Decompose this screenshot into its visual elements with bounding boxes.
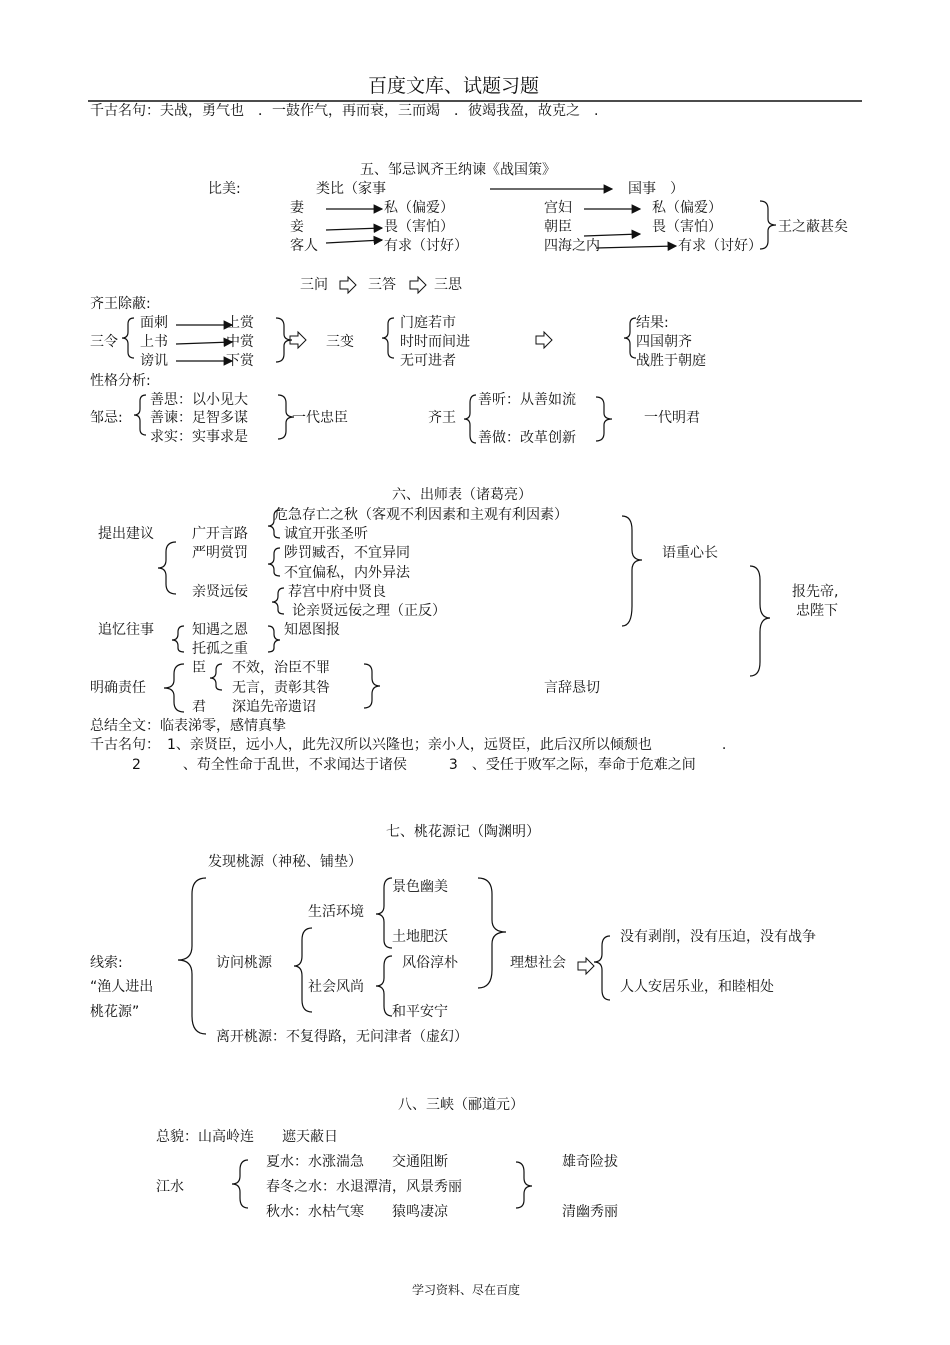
brace-left <box>210 664 222 690</box>
san-si: 三思 <box>434 277 462 293</box>
tichu-label: 提出建议 <box>98 526 154 542</box>
jun-label: 君 <box>192 699 206 715</box>
hollow-arrow <box>578 958 594 974</box>
shf-item: 和平安宁 <box>392 1004 448 1020</box>
gk-item: 诚宜开张圣听 <box>284 526 368 542</box>
ling-item: 面刺 <box>140 315 168 331</box>
brace-left <box>164 664 184 712</box>
sh-item: 景色幽美 <box>392 879 448 895</box>
brace-left <box>624 318 636 358</box>
ling-item: 谤讥 <box>140 353 168 369</box>
section7-title: 七、桃花源记（陶渊明） <box>386 824 540 840</box>
jieguo-label: 结果: <box>636 315 669 331</box>
arrow-line <box>326 228 382 230</box>
hollow-arrow <box>536 332 552 348</box>
faxian-label: 发现桃源（神秘、铺垫） <box>208 854 362 870</box>
shenghuo-label: 生活环境 <box>308 904 364 920</box>
hollow-arrow <box>340 277 356 293</box>
right-result: 畏（害怕） <box>652 219 722 235</box>
jiang-item: 秋水：水枯气寒 猿鸣凄凉 <box>266 1204 448 1220</box>
xingge-label: 性格分析: <box>90 373 151 389</box>
qx-item: 荐宫中府中贤良 <box>288 584 386 600</box>
bian-item: 门庭若市 <box>400 315 456 331</box>
shang-item: 上赏 <box>226 315 254 331</box>
qiwang-label: 齐王 <box>428 410 456 426</box>
zhuiyi-label: 追忆往事 <box>98 622 154 638</box>
brace-left <box>268 548 280 576</box>
right-item: 朝臣 <box>544 219 572 235</box>
brace-right <box>516 1162 532 1208</box>
san-wen: 三问 <box>300 277 328 293</box>
zy-item: 知遇之恩 <box>192 622 248 638</box>
zy-item: 托孤之重 <box>192 641 248 657</box>
zouji-trait: 求实：实事求是 <box>150 429 248 445</box>
left-item: 妾 <box>290 219 304 235</box>
chen-item: 无言，责彰其咎 <box>232 680 330 696</box>
left-result: 私（偏爱） <box>384 200 454 216</box>
page-title: 百度文库、试题习题 <box>368 75 540 97</box>
brace-left <box>232 1160 248 1208</box>
qiwang-trait: 善听：从善如流 <box>478 392 576 408</box>
sanbian-label: 三变 <box>326 334 354 350</box>
brace-left <box>594 936 610 1000</box>
jiang-item: 夏水：水涨湍急 交通阻断 <box>266 1154 448 1170</box>
zouji-eval: 一代忠臣 <box>292 410 348 426</box>
shang-item: 中赏 <box>226 334 254 350</box>
ym-item: 不宜偏私，内外异法 <box>284 565 410 581</box>
guangkai-label: 广开言路 <box>192 526 248 542</box>
brace-left <box>294 928 312 1012</box>
hollow-arrow <box>410 277 426 293</box>
jiang-item: 春冬之水：水退潭清，风景秀丽 <box>266 1179 462 1195</box>
right-item: 宫妇 <box>544 200 572 216</box>
zouji-trait: 善谏：足智多谋 <box>150 410 248 426</box>
brace-right <box>622 516 642 626</box>
left-item: 客人 <box>290 238 318 254</box>
chubi-label: 齐王除蔽: <box>90 296 151 312</box>
likai-label: 离开桃源：不复得路，无问津者（虚幻） <box>216 1029 468 1045</box>
brace-left <box>272 588 284 614</box>
xiansuo-line: “渔人进出 <box>90 979 154 995</box>
brace-left <box>178 878 206 1034</box>
brace-right <box>596 397 612 441</box>
brace-left <box>134 395 146 435</box>
bian-item: 时时而间进 <box>400 334 470 350</box>
baoxian-text: 忠陛下 <box>796 603 838 619</box>
qinxian-label: 亲贤远佞 <box>192 584 248 600</box>
shang-item: 下赏 <box>226 353 254 369</box>
jiang-eval: 雄奇险拔 <box>562 1154 618 1170</box>
arrow-line <box>326 240 382 243</box>
ym-item: 陟罚臧否，不宜异同 <box>284 545 410 561</box>
leibi-label: 类比（家事 <box>316 181 386 197</box>
brace-left <box>464 395 476 443</box>
brace-right <box>760 201 776 249</box>
brace-left <box>122 318 134 358</box>
sanling-label: 三令 <box>90 334 118 350</box>
fangwen-label: 访问桃源 <box>216 955 272 971</box>
zouji-label: 邹忌: <box>90 410 123 426</box>
brace-left <box>376 956 392 1016</box>
section6-title: 六、出师表（诸葛亮） <box>392 487 532 503</box>
footer-text: 学习资料、尽在百度 <box>412 1283 521 1297</box>
brace-left <box>376 878 392 948</box>
bimei-label: 比美: <box>208 181 241 197</box>
lx-item: 人人安居乐业，和睦相处 <box>620 979 774 995</box>
ling-item: 上书 <box>140 334 168 350</box>
conclusion: 王之蔽甚矣 <box>778 219 848 235</box>
arrow-line <box>584 234 640 236</box>
jieguo-item: 四国朝齐 <box>636 334 692 350</box>
gk-item: 危急存亡之秋（客观不利因素和主观有利因素） <box>274 507 568 523</box>
left-result: 畏（害怕） <box>384 219 454 235</box>
brace-right <box>364 664 380 708</box>
brace-right <box>268 626 280 652</box>
qiwang-eval: 一代明君 <box>644 410 700 426</box>
left-result: 有求（讨好） <box>384 238 468 254</box>
chen-item: 不效，治臣不罪 <box>232 660 330 676</box>
brace-left <box>382 318 394 358</box>
right-result: 私（偏爱） <box>652 200 722 216</box>
hollow-arrow <box>290 332 306 348</box>
mingju-line1: 千古名句： 1、亲贤臣，远小人，此先汉所以兴隆也；亲小人，远贤臣，此后汉所以倾颓也 . <box>90 737 727 753</box>
san-da: 三答 <box>368 277 396 293</box>
qx-item: 论亲贤远佞之理（正反） <box>292 603 446 619</box>
right-result: 有求（讨好） <box>678 238 762 254</box>
left-item: 妻 <box>290 200 304 216</box>
section5-title: 五、邹忌讽齐王纳谏《战国策》 <box>360 162 556 178</box>
brace-right <box>276 318 292 362</box>
jun-item: 深追先帝遗诏 <box>232 699 316 715</box>
shehui-label: 社会风尚 <box>308 979 364 995</box>
sh-item: 土地肥沃 <box>392 929 448 945</box>
brace-left <box>158 542 176 594</box>
lx-item: 没有剥削，没有压迫，没有战争 <box>620 929 816 945</box>
zongjie: 总结全文：临表涕零，感情真挚 <box>90 718 286 734</box>
baoxian-text: 报先帝, <box>792 584 839 600</box>
guoshi-label: 国事 ） <box>628 181 684 197</box>
brace-right <box>750 566 770 676</box>
arrow-line <box>176 342 232 344</box>
mingque-label: 明确责任 <box>90 680 146 696</box>
zongmao: 总貌：山高岭连 遮天蔽日 <box>156 1129 338 1145</box>
yanming-label: 严明赏罚 <box>192 545 248 561</box>
brace-left <box>172 626 184 652</box>
chen-label: 臣 <box>192 660 206 676</box>
lixiang-label: 理想社会 <box>510 955 566 971</box>
shf-item: 风俗淳朴 <box>402 955 458 971</box>
right-item: 四海之内 <box>544 238 600 254</box>
jieguo-item: 战胜于朝庭 <box>636 353 706 369</box>
section8-title: 八、三峡（郦道元） <box>398 1097 524 1113</box>
jiangshui-label: 江水 <box>156 1179 184 1195</box>
brace-right <box>478 878 506 988</box>
zouji-trait: 善思：以小见大 <box>150 392 248 408</box>
zhien-label: 知恩图报 <box>284 622 340 638</box>
xiansuo-line: 线索: <box>90 955 123 971</box>
bian-item: 无可进者 <box>400 353 456 369</box>
yanci-label: 言辞恳切 <box>544 680 600 696</box>
yuzhong-label: 语重心长 <box>662 545 718 561</box>
famous-line-s4: 千古名句：夫战，勇气也 ．一鼓作气，再而衰，三而竭 ．彼竭我盈，故克之 . <box>90 103 599 119</box>
mingju-line2: 2 、苟全性命于乱世，不求闻达于诸侯 3 、受任于败军之际，奉命于危难之间 <box>132 757 696 773</box>
xiansuo-line: 桃花源” <box>90 1004 140 1020</box>
qiwang-trait: 善做：改革创新 <box>478 430 576 446</box>
arrow-line <box>596 246 676 248</box>
jiang-eval: 清幽秀丽 <box>562 1204 618 1220</box>
